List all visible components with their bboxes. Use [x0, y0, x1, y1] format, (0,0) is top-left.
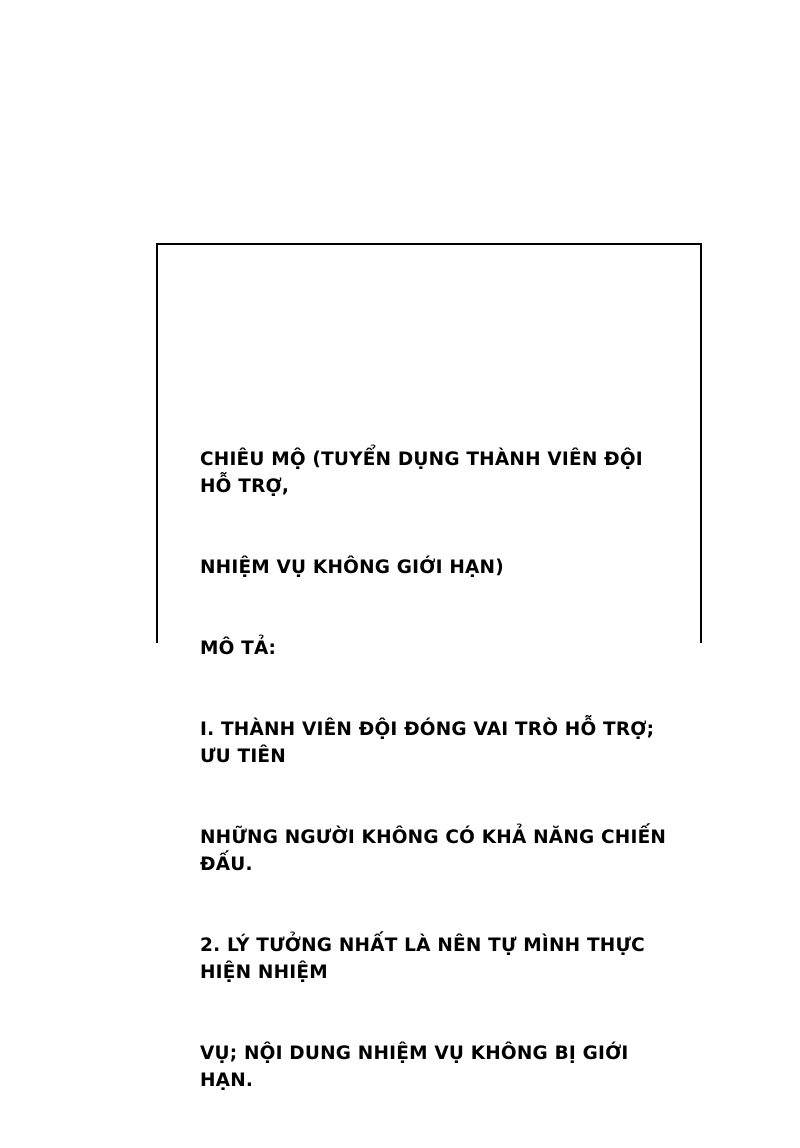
text-line: NHIỆM VỤ KHÔNG GIỚI HẠN)	[200, 557, 504, 578]
text-line: MÔ TẢ:	[200, 638, 277, 659]
text-line: VỤ; NỘI DUNG NHIỆM VỤ KHÔNG BỊ GIỚI HẠN.	[200, 1043, 636, 1091]
document-text-block	[200, 392, 673, 1148]
text-line: I. THÀNH VIÊN ĐỘI ĐÓNG VAI TRÒ HỖ TRỢ; ƯU TIÊN	[200, 719, 661, 767]
text-line: 2. LÝ TƯỞNG NHẤT LÀ NÊN TỰ MÌNH THỰC HIỆN NHIỆM	[200, 935, 652, 983]
text-line: CHIÊU MỘ (TUYỂN DỤNG THÀNH VIÊN ĐỘI HỖ TRỢ,	[200, 449, 650, 497]
text-line: NHỮNG NGƯỜI KHÔNG CÓ KHẢ NĂNG CHIẾN ĐẤU.	[200, 827, 673, 875]
